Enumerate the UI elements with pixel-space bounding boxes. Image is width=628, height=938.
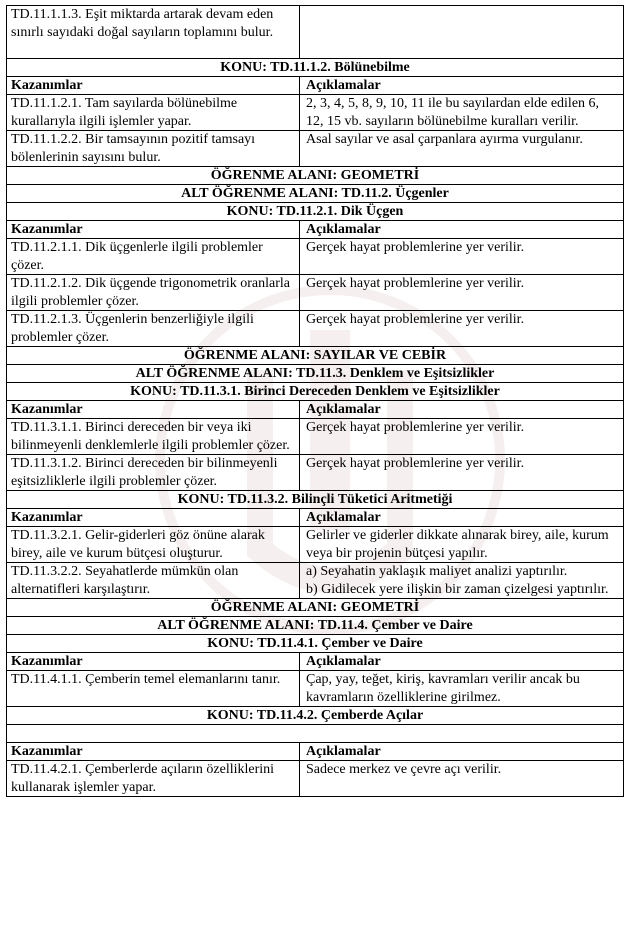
kazanimlar-header: Kazanımlar — [7, 77, 300, 95]
kazanim-cell: TD.11.4.2.1. Çemberlerde açıların özelliklerini kullanarak işlemler yapar. — [7, 761, 300, 797]
aciklama-cell: Gerçek hayat problemlerine yer verilir. — [300, 419, 624, 455]
kazanim-cell: TD.11.3.2.2. Seyahatlerde mümkün olan alternatifleri karşılaştırır. — [7, 563, 300, 599]
section-title-row — [7, 347, 624, 365]
kazanim-cell: TD.11.1.1.3. Eşit miktarda artarak devam eden sınırlı sayıdaki doğal sayıların toplamını bulur. — [7, 6, 300, 59]
table-row — [7, 563, 624, 599]
table-row — [7, 131, 624, 167]
aciklamalar-header: Açıklamalar — [300, 401, 624, 419]
kazanimlar-header: Kazanımlar — [7, 653, 300, 671]
aciklama-cell: 2, 3, 4, 5, 8, 9, 10, 11 ile bu sayılardan elde edilen 6, 12, 15 vb. sayıların bölünebilme kuralları verilir. — [300, 95, 624, 131]
section-title: KONU: TD.11.4.2. Çemberde Açılar — [7, 707, 624, 725]
empty-cell — [7, 725, 624, 743]
table-row — [7, 455, 624, 491]
section-title-row — [7, 707, 624, 725]
section-title-row — [7, 491, 624, 509]
section-title-row — [7, 635, 624, 653]
section-title-row — [7, 365, 624, 383]
section-title-row — [7, 185, 624, 203]
kazanimlar-header: Kazanımlar — [7, 743, 300, 761]
section-title-row — [7, 167, 624, 185]
aciklamalar-header: Açıklamalar — [300, 77, 624, 95]
aciklamalar-header: Açıklamalar — [300, 743, 624, 761]
section-title: ÖĞRENME ALANI: GEOMETRİ — [7, 599, 624, 617]
section-title: KONU: TD.11.1.2. Bölünebilme — [7, 59, 624, 77]
aciklamalar-header: Açıklamalar — [300, 509, 624, 527]
aciklama-cell: Gerçek hayat problemlerine yer verilir. — [300, 455, 624, 491]
aciklama-cell: Gerçek hayat problemlerine yer verilir. — [300, 311, 624, 347]
section-title: KONU: TD.11.4.1. Çember ve Daire — [7, 635, 624, 653]
aciklama-cell: Çap, yay, teğet, kiriş, kavramları verilir ancak bu kavramların özelliklerine girilmez. — [300, 671, 624, 707]
column-header-row — [7, 509, 624, 527]
aciklama-cell: Asal sayılar ve asal çarpanlara ayırma vurgulanır. — [300, 131, 624, 167]
aciklamalar-header: Açıklamalar — [300, 653, 624, 671]
column-header-row — [7, 743, 624, 761]
table-row — [7, 527, 624, 563]
kazanim-cell: TD.11.2.1.3. Üçgenlerin benzerliğiyle ilgili problemler çözer. — [7, 311, 300, 347]
column-header-row — [7, 77, 624, 95]
aciklama-cell: Sadece merkez ve çevre açı verilir. — [300, 761, 624, 797]
table-row — [7, 6, 624, 59]
section-title-row — [7, 59, 624, 77]
kazanim-cell: TD.11.3.1.1. Birinci dereceden bir veya iki bilinmeyenli denklemlerle ilgili problemler çözer. — [7, 419, 300, 455]
section-title-row — [7, 383, 624, 401]
kazanim-cell: TD.11.3.2.1. Gelir-giderleri göz önüne alarak birey, aile ve kurum bütçesi oluşturur. — [7, 527, 300, 563]
aciklama-cell: Gelirler ve giderler dikkate alınarak birey, aile, kurum veya bir projenin bütçesi yapılır. — [300, 527, 624, 563]
column-header-row — [7, 401, 624, 419]
column-header-row — [7, 653, 624, 671]
table-row — [7, 95, 624, 131]
aciklama-cell — [300, 6, 624, 59]
section-title-row — [7, 599, 624, 617]
table-row — [7, 761, 624, 797]
section-title: ALT ÖĞRENME ALANI: TD.11.2. Üçgenler — [7, 185, 624, 203]
aciklama-cell: Gerçek hayat problemlerine yer verilir. — [300, 275, 624, 311]
section-title: KONU: TD.11.3.1. Birinci Dereceden Denklem ve Eşitsizlikler — [7, 383, 624, 401]
section-title-row — [7, 203, 624, 221]
kazanimlar-header: Kazanımlar — [7, 509, 300, 527]
column-header-row — [7, 221, 624, 239]
aciklama-cell: a) Seyahatin yaklaşık maliyet analizi yaptırılır. b) Gidilecek yere ilişkin bir zaman çizelgesi yaptırılır. — [300, 563, 624, 599]
table-row — [7, 239, 624, 275]
empty-row — [7, 725, 624, 743]
section-title: KONU: TD.11.2.1. Dik Üçgen — [7, 203, 624, 221]
kazanim-cell: TD.11.3.1.2. Birinci dereceden bir bilinmeyenli eşitsizliklerle ilgili problemler çözer. — [7, 455, 300, 491]
kazanim-cell: TD.11.2.1.2. Dik üçgende trigonometrik oranlarla ilgili problemler çözer. — [7, 275, 300, 311]
kazanimlar-header: Kazanımlar — [7, 401, 300, 419]
section-title: ÖĞRENME ALANI: SAYILAR VE CEBİR — [7, 347, 624, 365]
kazanim-cell: TD.11.2.1.1. Dik üçgenlerle ilgili problemler çözer. — [7, 239, 300, 275]
kazanim-cell: TD.11.1.2.2. Bir tamsayının pozitif tamsayı bölenlerinin sayısını bulur. — [7, 131, 300, 167]
kazanim-cell: TD.11.1.2.1. Tam sayılarda bölünebilme kurallarıyla ilgili işlemler yapar. — [7, 95, 300, 131]
kazanim-cell: TD.11.4.1.1. Çemberin temel elemanlarını tanır. — [7, 671, 300, 707]
section-title: ÖĞRENME ALANI: GEOMETRİ — [7, 167, 624, 185]
section-title: ALT ÖĞRENME ALANI: TD.11.3. Denklem ve Eşitsizlikler — [7, 365, 624, 383]
table-row — [7, 671, 624, 707]
kazanimlar-header: Kazanımlar — [7, 221, 300, 239]
table-row — [7, 419, 624, 455]
table-row — [7, 311, 624, 347]
section-title-row — [7, 617, 624, 635]
table-row — [7, 275, 624, 311]
curriculum-table — [6, 5, 624, 797]
aciklama-cell: Gerçek hayat problemlerine yer verilir. — [300, 239, 624, 275]
section-title: KONU: TD.11.3.2. Bilinçli Tüketici Aritmetiği — [7, 491, 624, 509]
aciklamalar-header: Açıklamalar — [300, 221, 624, 239]
section-title: ALT ÖĞRENME ALANI: TD.11.4. Çember ve Daire — [7, 617, 624, 635]
